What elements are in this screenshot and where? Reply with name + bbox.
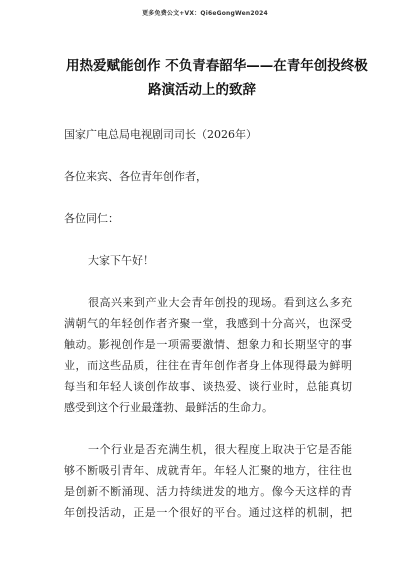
paragraph-line: 是创新不断涌现、活力持续迸发的地方。像今天这样的青 [64, 485, 352, 498]
salutation-colleagues: 各位同仁： [64, 212, 119, 225]
paragraph-line: 一个行业是否充满生机，很大程度上取决于它是否能 [88, 443, 352, 456]
header-note: 更多免费公文+VX：Qi6eGongWen2024 [142, 10, 268, 17]
paragraph-line: 每当和年轻人谈创作故事、谈热爱、谈行业时，总能真切 [64, 380, 352, 393]
paragraph-line: 触动。影视创作是一项需要激情、想象力和长期坚守的事 [64, 338, 352, 351]
paragraph-line: 年创投活动，正是一个很好的平台。通过这样的机制，把 [64, 506, 352, 519]
document-title-line-2: 路演活动上的致辞 [148, 82, 256, 98]
paragraph-line: 很高兴来到产业大会青年创投的现场。看到这么多充 [88, 296, 352, 309]
salutation-guests: 各位来宾、各位青年创作者， [64, 170, 207, 183]
paragraph-line: 够不断吸引青年、成就青年。年轻人汇聚的地方，往往也 [64, 464, 352, 477]
paragraph-line: 满朝气的年轻创作者齐聚一堂，我感到十分高兴，也深受 [64, 317, 352, 330]
paragraph-line: 业，而这些品质，往往在青年创作者身上体现得最为鲜明 [64, 359, 352, 372]
author-line: 国家广电总局电视剧司司长（2026年） [64, 128, 257, 141]
document-title-line-1: 用热爱赋能创作 不负青春韶华——在青年创投终极 [66, 58, 368, 74]
greeting: 大家下午好！ [88, 254, 154, 267]
paragraph-line: 感受到这个行业最蓬勃、最鲜活的生命力。 [64, 401, 273, 414]
